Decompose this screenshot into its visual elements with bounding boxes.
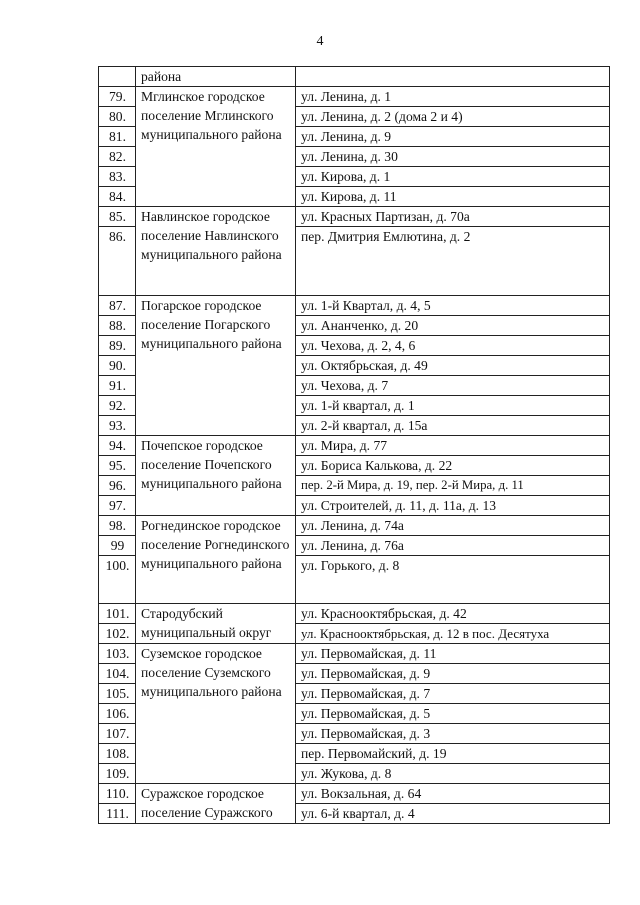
locality-cell: Мглинское городское поселение Мглинского муниципального района (136, 87, 296, 207)
row-number: 81. (99, 127, 136, 147)
row-number: 103. (99, 644, 136, 664)
address-cell: ул. Бориса Калькова, д. 22 (296, 456, 610, 476)
address-cell: ул. Октябрьская, д. 49 (296, 356, 610, 376)
address-cell: ул. Строителей, д. 11, д. 11а, д. 13 (296, 496, 610, 516)
address-cell: ул. 1-й квартал, д. 1 (296, 396, 610, 416)
address-cell: ул. Первомайская, д. 9 (296, 664, 610, 684)
locality-cell: Суземское городское поселение Суземского муниципального района (136, 644, 296, 784)
address-cell: ул. Ленина, д. 2 (дома 2 и 4) (296, 107, 610, 127)
row-number: 106. (99, 704, 136, 724)
row-number: 99 (99, 536, 136, 556)
row-number: 108. (99, 744, 136, 764)
address-cell: ул. Ленина, д. 74а (296, 516, 610, 536)
locality-cell: района (136, 67, 296, 87)
address-cell: пер. Первомайский, д. 19 (296, 744, 610, 764)
row-number: 110. (99, 784, 136, 804)
row-number: 96. (99, 476, 136, 496)
table-row (99, 67, 610, 87)
row-number: 105. (99, 684, 136, 704)
row-number: 83. (99, 167, 136, 187)
locality-cell: Почепское городское поселение Почепского муниципального района (136, 436, 296, 516)
row-number: 86. (99, 227, 136, 296)
address-cell: ул. Ленина, д. 30 (296, 147, 610, 167)
address-cell: ул. Ленина, д. 76а (296, 536, 610, 556)
table-row (99, 436, 610, 456)
row-number: 100. (99, 556, 136, 604)
address-cell: ул. 6-й квартал, д. 4 (296, 804, 610, 824)
locality-cell: Рогнединское городское поселение Рогнединского муниципального района (136, 516, 296, 604)
address-cell: ул. Кирова, д. 1 (296, 167, 610, 187)
row-number: 84. (99, 187, 136, 207)
table-row (99, 604, 610, 624)
address-cell: ул. Жукова, д. 8 (296, 764, 610, 784)
address-cell: ул. Первомайская, д. 5 (296, 704, 610, 724)
row-number: 87. (99, 296, 136, 316)
row-number: 107. (99, 724, 136, 744)
table-row (99, 644, 610, 664)
address-cell (296, 67, 610, 87)
address-cell: ул. Первомайская, д. 11 (296, 644, 610, 664)
address-cell: ул. Краснооктябрьская, д. 42 (296, 604, 610, 624)
address-cell: ул. Горького, д. 8 (296, 556, 610, 604)
locality-cell: Навлинское городское поселение Навлинского муниципального района (136, 207, 296, 296)
row-number: 95. (99, 456, 136, 476)
table-row (99, 516, 610, 536)
locality-cell: Стародубский муниципальный округ (136, 604, 296, 644)
address-table (98, 66, 610, 824)
address-cell: ул. Ленина, д. 9 (296, 127, 610, 147)
address-cell: ул. Кирова, д. 11 (296, 187, 610, 207)
row-number: 91. (99, 376, 136, 396)
locality-cell: Погарское городское поселение Погарского муниципального района (136, 296, 296, 436)
address-cell: ул. 2-й квартал, д. 15а (296, 416, 610, 436)
row-number: 85. (99, 207, 136, 227)
address-cell: пер. Дмитрия Емлютина, д. 2 (296, 227, 610, 296)
row-number: 109. (99, 764, 136, 784)
row-number: 101. (99, 604, 136, 624)
page-number: 4 (316, 34, 324, 49)
row-number: 102. (99, 624, 136, 644)
row-number: 98. (99, 516, 136, 536)
address-cell: ул. Чехова, д. 7 (296, 376, 610, 396)
row-number: 104. (99, 664, 136, 684)
address-cell: ул. Краснооктябрьская, д. 12 в пос. Десятуха (296, 624, 610, 644)
address-cell: ул. 1-й Квартал, д. 4, 5 (296, 296, 610, 316)
row-number: 89. (99, 336, 136, 356)
row-number: 88. (99, 316, 136, 336)
address-cell: ул. Красных Партизан, д. 70а (296, 207, 610, 227)
row-number: 93. (99, 416, 136, 436)
row-number: 111. (99, 804, 136, 824)
address-cell: ул. Чехова, д. 2, 4, 6 (296, 336, 610, 356)
row-number: 79. (99, 87, 136, 107)
address-cell: ул. Мира, д. 77 (296, 436, 610, 456)
address-cell: ул. Вокзальная, д. 64 (296, 784, 610, 804)
address-cell: ул. Ананченко, д. 20 (296, 316, 610, 336)
row-number: 80. (99, 107, 136, 127)
address-cell: ул. Первомайская, д. 7 (296, 684, 610, 704)
address-cell: пер. 2-й Мира, д. 19, пер. 2-й Мира, д. 11 (296, 476, 610, 496)
table-row (99, 87, 610, 107)
address-cell: ул. Ленина, д. 1 (296, 87, 610, 107)
row-number: 94. (99, 436, 136, 456)
row-number: 90. (99, 356, 136, 376)
table-row (99, 784, 610, 804)
row-number: 97. (99, 496, 136, 516)
table-row (99, 207, 610, 227)
address-cell: ул. Первомайская, д. 3 (296, 724, 610, 744)
table-row (99, 296, 610, 316)
locality-cell: Суражское городское поселение Суражского (136, 784, 296, 824)
row-number: 92. (99, 396, 136, 416)
row-number (99, 67, 136, 87)
row-number: 82. (99, 147, 136, 167)
